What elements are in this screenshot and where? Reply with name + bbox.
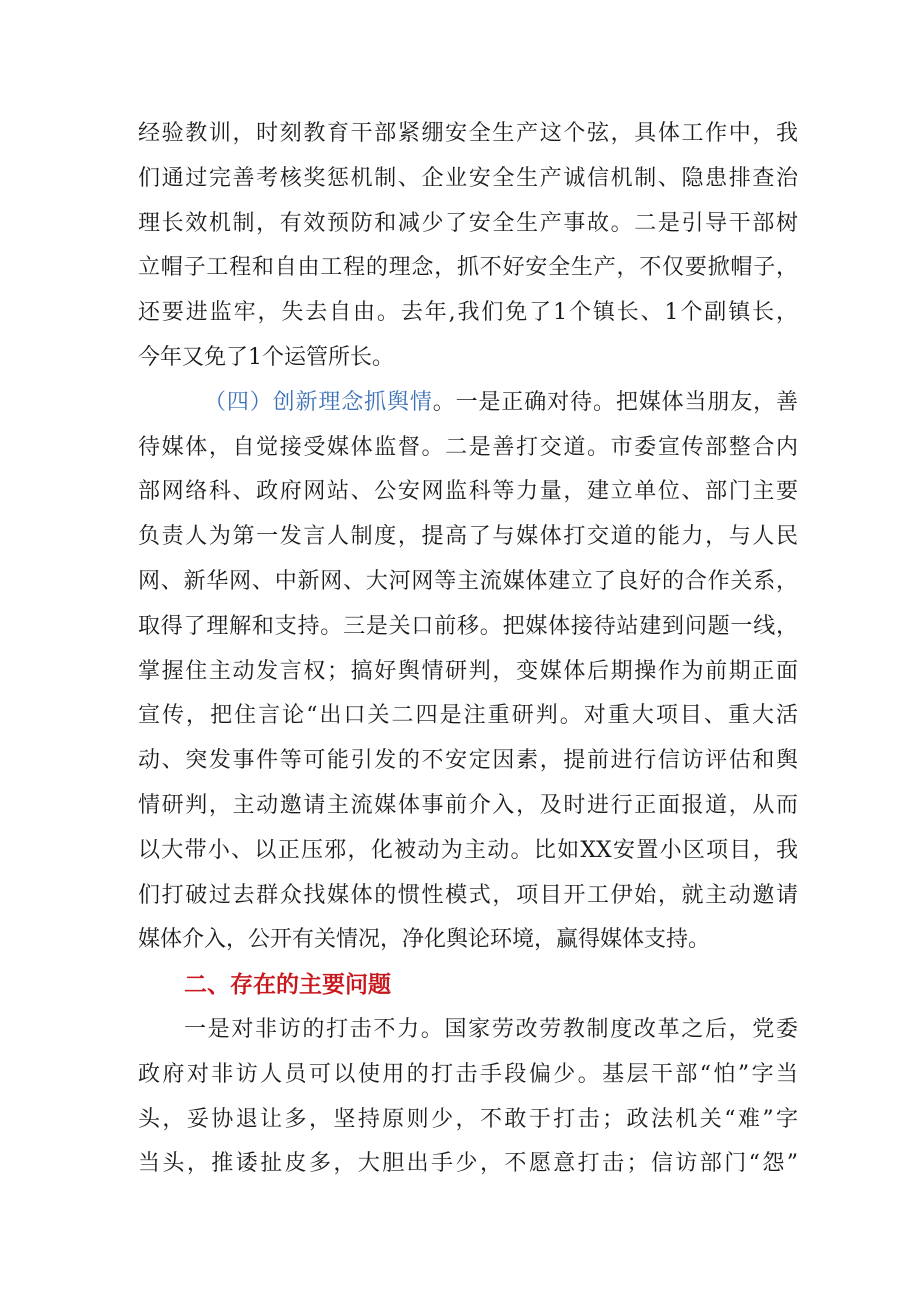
text-line: 取得了理解和支持。三是关口前移。把媒体接待站建到问题一线， xyxy=(138,613,798,639)
text-line: 待媒体，自觉接受媒体监督。二是善打交道。市委宣传部整合内 xyxy=(138,434,798,460)
text-line: 掌握住主动发言权；搞好舆情研判，变媒体后期操作为前期正面 xyxy=(138,658,798,684)
text-line: 们打破过去群众找媒体的惯性模式，项目开工伊始，就主动邀请 xyxy=(138,882,798,908)
text-line: 们通过完善考核奖惩机制、企业安全生产诚信机制、隐患排查治 xyxy=(138,165,798,191)
text-line: 宣传，把住言论“出口关二四是注重研判。对重大项目、重大活 xyxy=(138,703,798,729)
text-line: 头，妥协退让多，坚持原则少，不敢于打击；政法机关“难”字 xyxy=(138,1106,798,1132)
text-span: 。一是正确对待。把媒体当朋友，善 xyxy=(432,389,798,415)
text-line: 以大带小、以正压邪，化被动为主动。比如XX安置小区项目，我 xyxy=(138,837,798,863)
text-line: 动、突发事件等可能引发的不安定因素，提前进行信访评估和舆 xyxy=(138,748,798,774)
text-line: 政府对非访人员可以使用的打击手段偏少。基层干部“怕”字当 xyxy=(138,1061,798,1087)
text-line: 经验教训，时刻教育干部紧绷安全生产这个弦，具体工作中，我 xyxy=(138,121,798,146)
section-heading: 二、存在的主要问题 xyxy=(184,972,391,999)
text-line: 立帽子工程和自由工程的理念，抓不好安全生产，不仅要掀帽子， xyxy=(138,255,798,281)
paragraph-start-line xyxy=(138,381,798,426)
text-line: 负责人为第一发言人制度，提高了与媒体打交道的能力，与人民 xyxy=(138,524,798,550)
text-line: 今年又免了1个运管所长。 xyxy=(138,344,394,370)
text-line: 媒体介入，公开有关情况，净化舆论环境，赢得媒体支持。 xyxy=(138,927,711,953)
subheading-innovation: （四）创新理念抓舆情 xyxy=(204,389,433,415)
paragraph-start-line: 一是对非访的打击不力。国家劳改劳教制度改革之后，党委 xyxy=(184,1016,798,1042)
text-line: 网、新华网、中新网、大河网等主流媒体建立了良好的合作关系， xyxy=(138,568,798,594)
text-line: 理长效机制，有效预防和减少了安全生产事故。二是引导干部树 xyxy=(138,210,798,236)
text-line: 当头，推诿扯皮多，大胆出手少，不愿意打击；信访部门“怨” xyxy=(138,1151,798,1177)
text-line: 部网络科、政府网站、公安网监科等力量，建立单位、部门主要 xyxy=(138,479,798,505)
text-line: 情研判，主动邀请主流媒体事前介入，及时进行正面报道，从而 xyxy=(138,792,798,818)
text-line: 还要进监牢，失去自由。去年,我们免了1个镇长、1个副镇长， xyxy=(138,300,798,326)
document-body xyxy=(138,112,798,1187)
